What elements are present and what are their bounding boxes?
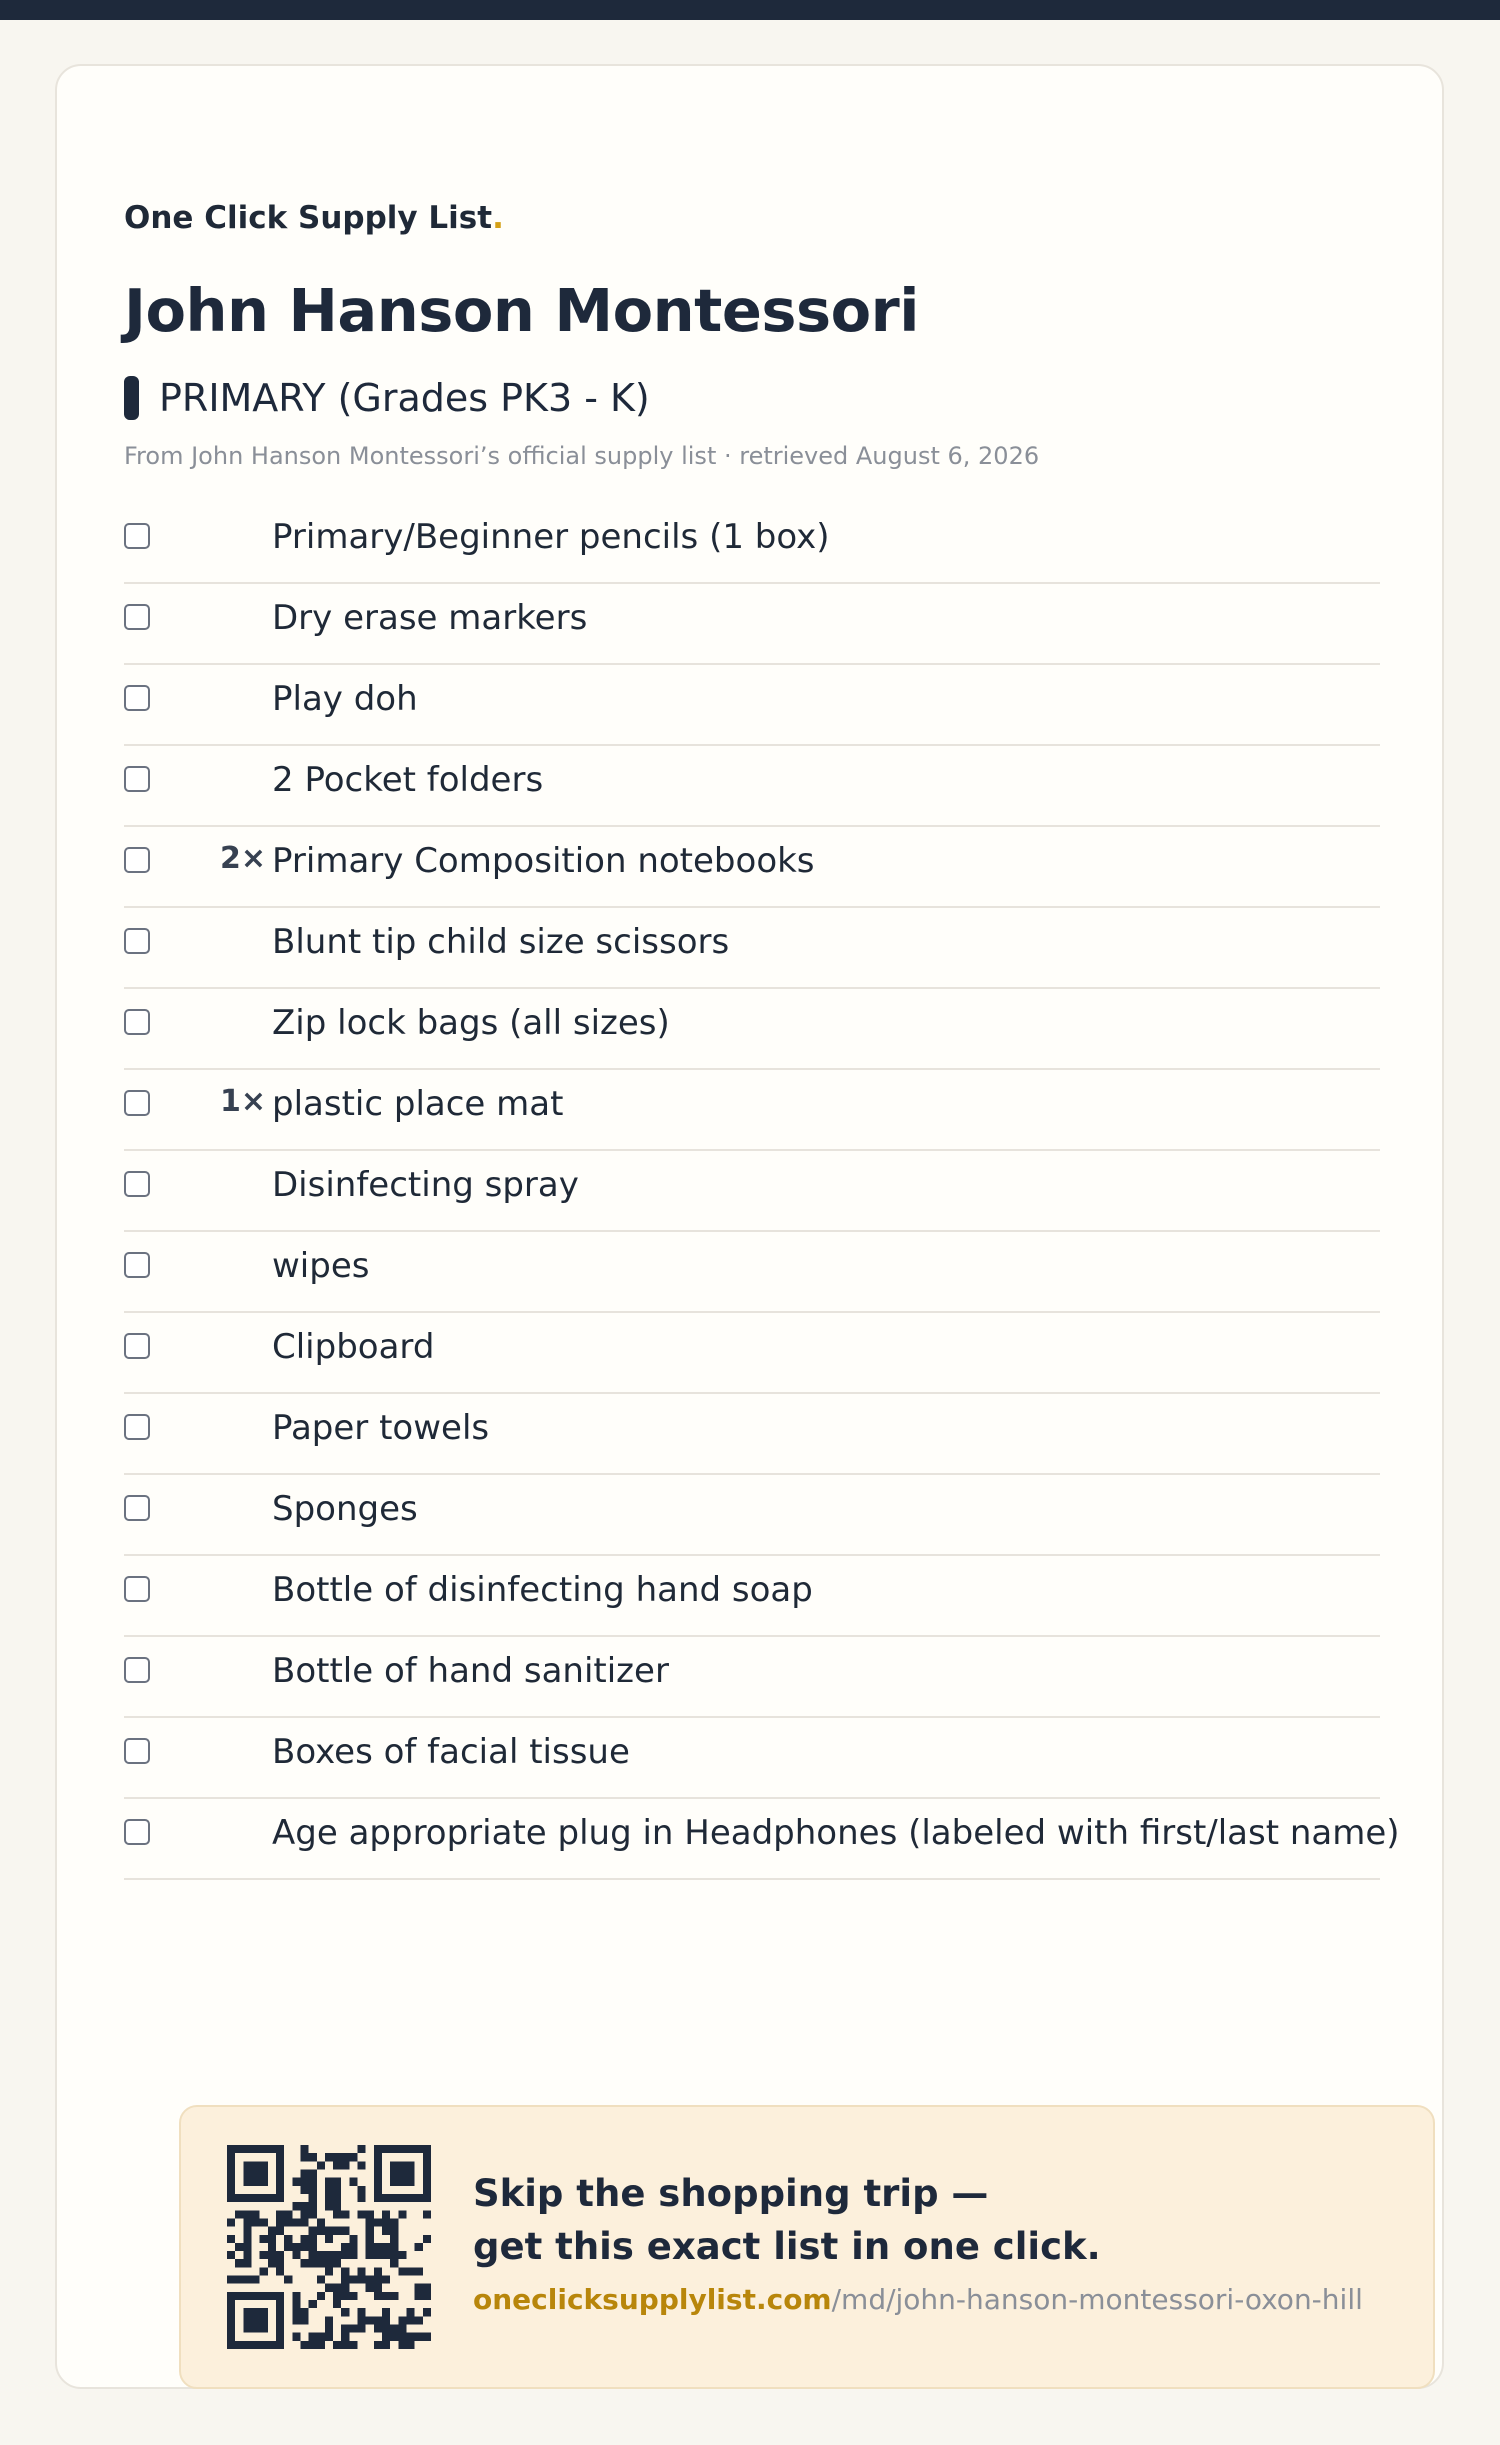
promo-title-line-2: get this exact list in one click. <box>473 2225 1101 2268</box>
qr-code[interactable] <box>227 2145 431 2349</box>
list-item[interactable] <box>124 746 1380 827</box>
item-name: Age appropriate plug in Headphones (labeled with first/last name) <box>272 1813 1400 1853</box>
list-item[interactable] <box>124 1070 1380 1151</box>
item-name: wipes <box>272 1246 370 1286</box>
item-name: Clipboard <box>272 1327 435 1367</box>
list-item[interactable] <box>124 584 1380 665</box>
list-item[interactable] <box>124 1637 1380 1718</box>
item-checkbox[interactable] <box>124 766 150 792</box>
item-name: Disinfecting spray <box>272 1165 579 1205</box>
item-checkbox[interactable] <box>124 685 150 711</box>
supply-list-card <box>55 64 1444 2389</box>
list-item[interactable] <box>124 989 1380 1070</box>
promo-title <box>473 2167 1101 2273</box>
item-checkbox[interactable] <box>124 604 150 630</box>
item-checkbox[interactable] <box>124 1090 150 1116</box>
item-checkbox[interactable] <box>124 1171 150 1197</box>
promo-url-domain[interactable]: oneclicksupplylist.com <box>473 2283 832 2316</box>
item-name: 2 Pocket folders <box>272 760 544 800</box>
item-quantity: 2× <box>219 841 266 876</box>
item-name: Primary Composition notebooks <box>272 841 815 881</box>
item-name: Bottle of disinfecting hand soap <box>272 1570 813 1610</box>
brand-logo <box>124 200 504 236</box>
list-item[interactable] <box>124 908 1380 989</box>
school-name: John Hanson Montessori <box>124 276 919 345</box>
brand-dot: . <box>492 200 504 236</box>
item-name: Play doh <box>272 679 418 719</box>
item-name: Bottle of hand sanitizer <box>272 1651 669 1691</box>
item-name: Zip lock bags (all sizes) <box>272 1003 670 1043</box>
promo-link[interactable] <box>473 2283 1363 2316</box>
item-checkbox[interactable] <box>124 847 150 873</box>
item-name: Paper towels <box>272 1408 490 1448</box>
qr-modules <box>227 2145 431 2349</box>
item-checkbox[interactable] <box>124 523 150 549</box>
item-checkbox[interactable] <box>124 1252 150 1278</box>
grade-heading <box>124 376 650 420</box>
list-item[interactable] <box>124 1394 1380 1475</box>
supply-list <box>124 503 1400 1880</box>
item-name: Boxes of facial tissue <box>272 1732 630 1772</box>
list-item[interactable] <box>124 1718 1380 1799</box>
item-name: Dry erase markers <box>272 598 588 638</box>
item-checkbox[interactable] <box>124 1333 150 1359</box>
list-item[interactable] <box>124 1313 1380 1394</box>
list-item[interactable] <box>124 665 1380 746</box>
top-bar <box>0 0 1500 20</box>
item-checkbox[interactable] <box>124 928 150 954</box>
item-checkbox[interactable] <box>124 1738 150 1764</box>
list-item[interactable] <box>124 1232 1380 1313</box>
item-checkbox[interactable] <box>124 1819 150 1845</box>
item-name: Primary/Beginner pencils (1 box) <box>272 517 830 557</box>
source-note: From John Hanson Montessori’s official supply list · retrieved August 6, 2026 <box>124 442 1040 470</box>
list-item[interactable] <box>124 827 1380 908</box>
item-checkbox[interactable] <box>124 1009 150 1035</box>
grade-label: PRIMARY (Grades PK3 - K) <box>159 376 650 420</box>
item-checkbox[interactable] <box>124 1414 150 1440</box>
item-name: Sponges <box>272 1489 418 1529</box>
promo-title-line-1: Skip the shopping trip — <box>473 2172 989 2215</box>
brand-name: One Click Supply List <box>124 200 493 236</box>
list-item[interactable] <box>124 1799 1400 1880</box>
list-item[interactable] <box>124 1475 1380 1556</box>
item-checkbox[interactable] <box>124 1576 150 1602</box>
item-quantity: 1× <box>219 1084 266 1119</box>
list-item[interactable] <box>124 1556 1380 1637</box>
item-checkbox[interactable] <box>124 1657 150 1683</box>
item-name: plastic place mat <box>272 1084 564 1124</box>
list-item[interactable] <box>124 503 1380 584</box>
promo-url-path[interactable]: /md/john-hanson-montessori-oxon-hill <box>831 2283 1363 2316</box>
promo-box <box>179 2105 1435 2389</box>
item-checkbox[interactable] <box>124 1495 150 1521</box>
grade-marker-bar <box>124 376 139 420</box>
list-item[interactable] <box>124 1151 1380 1232</box>
item-name: Blunt tip child size scissors <box>272 922 730 962</box>
